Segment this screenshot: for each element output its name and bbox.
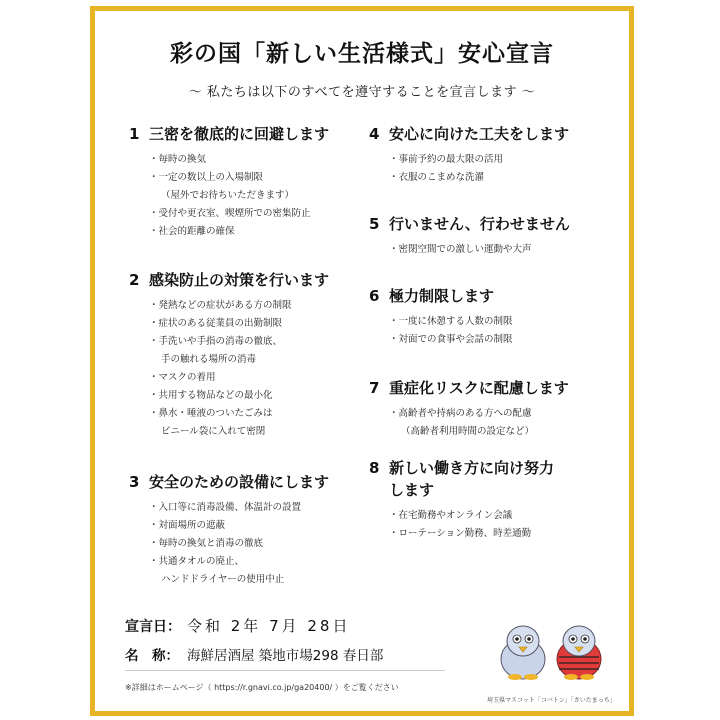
list-item: ・対面での食事や会話の制限: [389, 334, 513, 345]
store-name: [125, 644, 445, 671]
section-heading: [369, 123, 609, 145]
mascot-illustration: [493, 619, 611, 681]
section-title: 行いません、行わせません: [389, 215, 570, 233]
list-item: ・密閉空間での激しい運動や大声: [389, 244, 532, 255]
section-heading: [369, 457, 609, 501]
list-item: ・症状のある従業員の出勤制限: [149, 318, 283, 329]
section-number: 2: [129, 271, 140, 289]
section-number: 5: [369, 215, 380, 233]
section-title: 安心に向けた工夫をします: [389, 125, 570, 143]
section-5: [369, 213, 609, 275]
list-item: ・発熱などの症状がある方の制限: [149, 300, 292, 311]
list-item: ・共通タオルの廃止、: [149, 556, 245, 567]
section-4: [369, 123, 609, 203]
section-title-continued: します: [389, 481, 435, 499]
list-item: ・ローテーション勤務、時差通勤: [389, 528, 532, 539]
list-item: ・毎時の換気と消毒の徹底: [149, 538, 264, 549]
list-item: [369, 423, 609, 441]
section-heading: [369, 213, 609, 235]
page-title: 彩の国「新しい生活様式」安心宣言: [170, 41, 554, 67]
list-item: [129, 351, 369, 369]
list-item: ・マスクの着用: [149, 372, 216, 383]
mascot-caption: 埼玉県マスコット「コバトン」「さいたまっち」: [487, 697, 616, 704]
section-title: 安全のための設備にします: [149, 473, 330, 491]
list-item: ・高齢者や持病のある方への配慮: [389, 408, 532, 419]
list-item-continuation: ビニール袋に入れて密閉: [161, 426, 266, 437]
list-item: ・一定の数以上の入場制限: [149, 172, 264, 183]
list-item: [129, 187, 369, 205]
list-item-continuation: （高齢者利用時間の設定など）: [401, 426, 535, 437]
list-item: ・社会的距離の確保: [149, 226, 235, 237]
section-number: 3: [129, 473, 140, 491]
section-title: 重症化リスクに配慮します: [389, 379, 569, 397]
list-item: ・在宅勤務やオンライン会議: [389, 510, 513, 521]
section-3: [129, 471, 369, 611]
section-title: 感染防止の対策を行います: [149, 271, 330, 289]
list-item: ・共用する物品などの最小化: [149, 390, 273, 401]
list-item: ・一度に休憩する人数の制限: [389, 316, 513, 327]
list-item: ・事前予約の最大限の活用: [389, 154, 504, 165]
section-heading: [129, 269, 369, 291]
saitamacchi-mascot: [557, 626, 601, 680]
list-item-continuation: （屋外でお待ちいただきます）: [161, 190, 295, 201]
list-item: ・衣服のこまめな洗濯: [389, 172, 485, 183]
section-number: 1: [129, 125, 140, 143]
list-item: ・手洗いや手指の消毒の徹底、: [149, 336, 283, 347]
declaration-date-value: 令和 2年 7月 28日: [187, 617, 351, 635]
section-number: 6: [369, 287, 380, 305]
store-label: 名 称：: [125, 648, 179, 664]
declaration-poster: [90, 6, 634, 716]
section-heading: [129, 471, 369, 493]
kobaton-mascot: [501, 626, 545, 680]
footnote: ※詳細はホームページ（ https://r.gnavi.co.jp/ga20400/ ）をご覧ください: [125, 683, 399, 692]
section-6: [369, 285, 609, 367]
section-title: 新しい働き方に向け努力: [389, 459, 555, 477]
list-item: ・毎時の換気: [149, 154, 207, 165]
list-item-continuation: 手の触れる場所の消毒: [161, 354, 257, 365]
section-number: 8: [369, 459, 380, 477]
section-title: 三密を徹底的に回避します: [149, 125, 330, 143]
section-2: [129, 269, 369, 461]
section-1: [129, 123, 369, 259]
store-name-value: 海鮮居酒屋 築地市場298 春日部: [187, 648, 384, 664]
list-item: [129, 423, 369, 441]
section-number: 4: [369, 125, 380, 143]
left-column: [129, 123, 369, 621]
right-column: [369, 123, 609, 567]
section-8: [369, 457, 609, 557]
page-subtitle: ～ 私たちは以下のすべてを遵守することを宣言します ～: [188, 85, 536, 100]
declaration-label: 宣言日：: [125, 619, 181, 635]
declaration-date: [125, 615, 350, 636]
list-item: ・鼻水・唾液のついたごみは: [149, 408, 273, 419]
list-item: ・入口等に消毒設備、体温計の設置: [149, 502, 302, 513]
section-heading: [129, 123, 369, 145]
section-7: [369, 377, 609, 447]
section-heading: [369, 377, 609, 399]
section-title: 極力制限します: [389, 287, 495, 305]
section-number: 7: [369, 379, 380, 397]
list-item-continuation: ハンドドライヤーの使用中止: [161, 574, 285, 585]
list-item: ・受付や更衣室、喫煙所での密集防止: [149, 208, 311, 219]
list-item: ・対面場所の遮蔽: [149, 520, 226, 531]
section-heading: [369, 285, 609, 307]
list-item: [129, 571, 369, 589]
